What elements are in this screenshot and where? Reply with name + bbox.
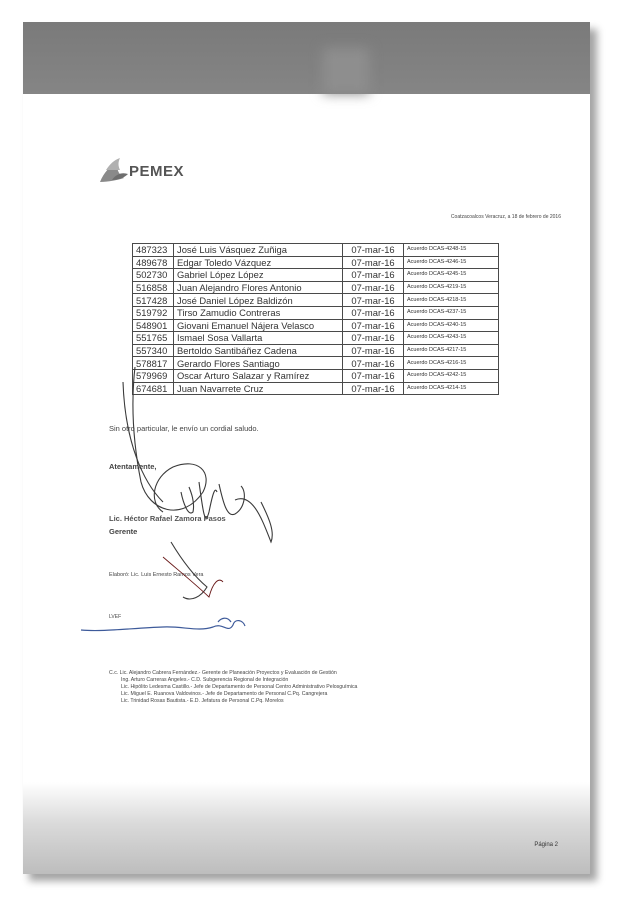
- employee-id-cell: 578817: [133, 357, 174, 370]
- date-cell: 07-mar-16: [343, 357, 404, 370]
- initials: LVEF: [109, 614, 122, 620]
- employee-id-cell: 519792: [133, 306, 174, 319]
- table-row: [133, 281, 499, 294]
- cc-line: Lic. Trinidad Rosas Bautista.- E.D. Jefatura de Personal C.Pq. Morelos: [121, 698, 284, 704]
- date-cell: 07-mar-16: [343, 269, 404, 282]
- table-row: [133, 319, 499, 332]
- employee-name-cell: Giovani Emanuel Nájera Velasco: [174, 319, 343, 332]
- staff-table: [132, 243, 499, 395]
- agreement-ref-cell: Acuerdo DCAS-4245-15: [404, 269, 499, 282]
- date-cell: 07-mar-16: [343, 244, 404, 257]
- place-date: Coatzacoalcos Veracruz, a 18 de febrero de 2016: [450, 214, 561, 220]
- document-page: [23, 22, 590, 874]
- table-row: [133, 294, 499, 307]
- table-row: [133, 269, 499, 282]
- employee-id-cell: 516858: [133, 281, 174, 294]
- employee-id-cell: 674681: [133, 382, 174, 395]
- table-row: [133, 306, 499, 319]
- employee-id-cell: 551765: [133, 332, 174, 345]
- employee-id-cell: 502730: [133, 269, 174, 282]
- employee-id-cell: 487323: [133, 244, 174, 257]
- employee-name-cell: Gerardo Flores Santiago: [174, 357, 343, 370]
- employee-id-cell: 557340: [133, 344, 174, 357]
- signer-name: Lic. Héctor Rafael Zamora Pasos: [109, 514, 226, 523]
- agreement-ref-cell: Acuerdo DCAS-4219-15: [404, 281, 499, 294]
- employee-id-cell: 548901: [133, 319, 174, 332]
- table-row: [133, 382, 499, 395]
- employee-id-cell: 517428: [133, 294, 174, 307]
- employee-name-cell: Juan Alejandro Flores Antonio: [174, 281, 343, 294]
- cc-line: Lic. Hipólito Ledesma Castillo.- Jefe de Departamento de Personal Centro Administrativo Pelosguímica: [121, 684, 358, 690]
- date-cell: 07-mar-16: [343, 382, 404, 395]
- table-row: [133, 244, 499, 257]
- signer-title: Gerente: [109, 527, 138, 536]
- date-cell: 07-mar-16: [343, 344, 404, 357]
- employee-name-cell: José Luis Vásquez Zuñiga: [174, 244, 343, 257]
- employee-name-cell: Juan Navarrete Cruz: [174, 382, 343, 395]
- agreement-ref-cell: Acuerdo DCAS-4248-15: [404, 244, 499, 257]
- employee-name-cell: Oscar Arturo Salazar y Ramírez: [174, 369, 343, 382]
- scan-top-band: [23, 22, 590, 94]
- date-cell: 07-mar-16: [343, 281, 404, 294]
- employee-name-cell: Ismael Sosa Vallarta: [174, 332, 343, 345]
- agreement-ref-cell: Acuerdo DCAS-4218-15: [404, 294, 499, 307]
- page-number: Página 2: [534, 842, 558, 848]
- agreement-ref-cell: Acuerdo DCAS-4237-15: [404, 306, 499, 319]
- cc-line: C.c. Lic. Alejandro Cabrera Fernández.- Gerente de Planeación Proyectos y Evaluación de Gestión: [109, 670, 337, 676]
- cc-list: [109, 670, 357, 705]
- date-cell: 07-mar-16: [343, 369, 404, 382]
- date-cell: 07-mar-16: [343, 332, 404, 345]
- date-cell: 07-mar-16: [343, 319, 404, 332]
- scan-bottom-band: [23, 782, 590, 874]
- agreement-ref-cell: Acuerdo DCAS-4217-15: [404, 344, 499, 357]
- elaboro-line: Elaboró: Lic. Luis Ernesto Ramos Vera: [109, 572, 204, 578]
- employee-name-cell: Bertoldo Santibáñez Cadena: [174, 344, 343, 357]
- cc-line: Ing. Arturo Carreras Angeles.- C.D. Subgerencia Regional de Integración: [121, 677, 289, 683]
- pemex-wordmark: PEMEX: [129, 163, 185, 180]
- date-cell: 07-mar-16: [343, 256, 404, 269]
- agreement-ref-cell: Acuerdo DCAS-4240-15: [404, 319, 499, 332]
- cc-line: Lic. Miguel E. Ruanova Valdovinos.- Jefe de Departamento de Personal C.Pq. Cangrejera: [121, 691, 328, 697]
- employee-name-cell: Edgar Toledo Vázquez: [174, 256, 343, 269]
- employee-id-cell: 489678: [133, 256, 174, 269]
- agreement-ref-cell: Acuerdo DCAS-4246-15: [404, 256, 499, 269]
- table-row: [133, 332, 499, 345]
- greeting: Sin otro particular, le envío un cordial saludo.: [109, 424, 259, 433]
- table-row: [133, 369, 499, 382]
- employee-name-cell: Tirso Zamudio Contreras: [174, 306, 343, 319]
- agreement-ref-cell: Acuerdo DCAS-4214-15: [404, 382, 499, 395]
- date-cell: 07-mar-16: [343, 306, 404, 319]
- table-row: [133, 344, 499, 357]
- table-row: [133, 357, 499, 370]
- employee-id-cell: 579969: [133, 369, 174, 382]
- agreement-ref-cell: Acuerdo DCAS-4243-15: [404, 332, 499, 345]
- closing: Atentamente,: [109, 462, 157, 471]
- agreement-ref-cell: Acuerdo DCAS-4216-15: [404, 357, 499, 370]
- employee-name-cell: Gabriel López López: [174, 269, 343, 282]
- handwritten-signature: [23, 22, 590, 874]
- table-row: [133, 256, 499, 269]
- employee-name-cell: José Daniel López Baldizón: [174, 294, 343, 307]
- date-cell: 07-mar-16: [343, 294, 404, 307]
- agreement-ref-cell: Acuerdo DCAS-4242-15: [404, 369, 499, 382]
